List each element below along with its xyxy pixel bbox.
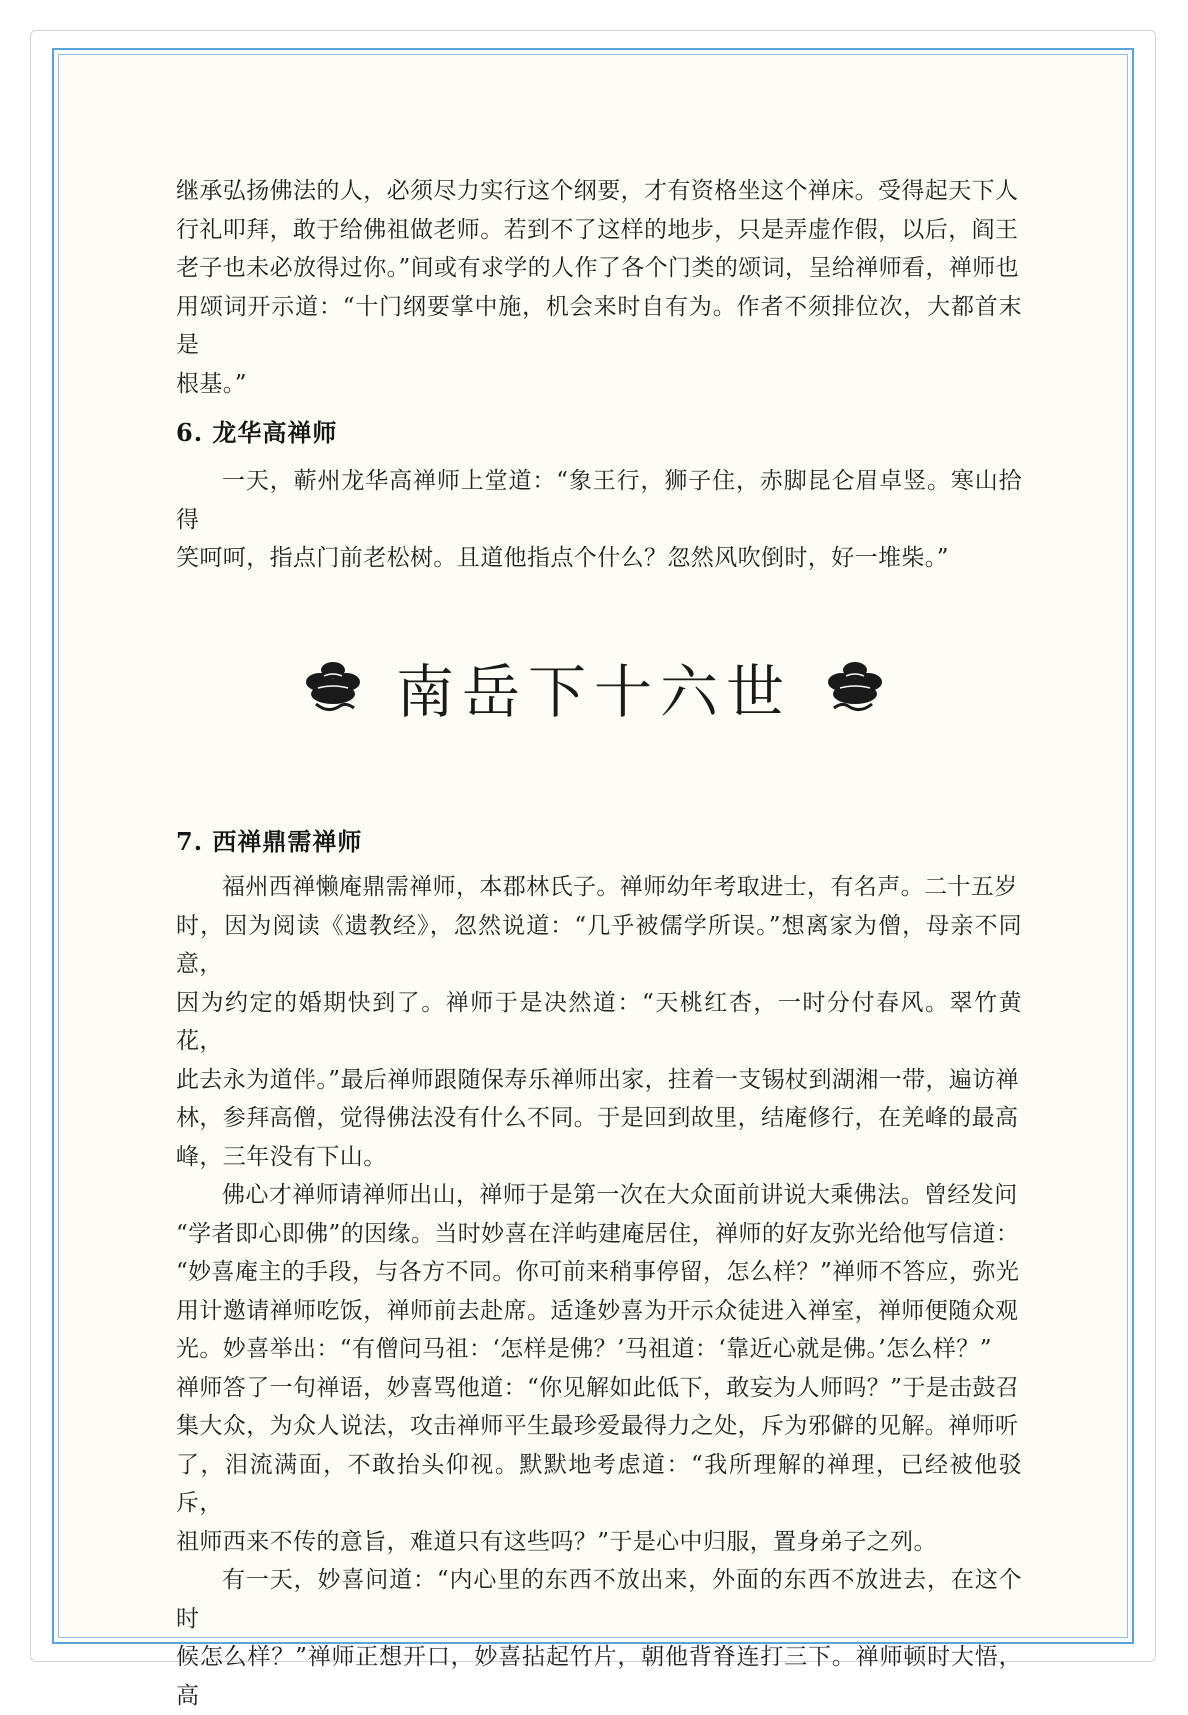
section-7-heading: 7. 西禅鼎需禅师: [176, 827, 363, 856]
section-7-line: 因为约定的婚期快到了。禅师于是决然道：“天桃红杏，一时分付春风。翠竹黄花，: [176, 989, 1022, 1054]
section-7-line: 禅师答了一句禅语，妙喜骂他道：“你见解如此低下，敢妄为人师吗？”于是击鼓召: [176, 1374, 1020, 1401]
intro-line: 老子也未必放得过你。”间或有求学的人作了各个门类的颂词，呈给禅师看，禅师也: [176, 255, 1020, 281]
section-7-line: 候怎么样？”禅师正想开口，妙喜拈起竹片，朝他背脊连打三下。禅师顿时大悟，高: [176, 1644, 1022, 1709]
section-7-line: 用计邀请禅师吃饭，禅师前去赴席。适逢妙喜为开示众徒进入禅室，禅师便随众观: [176, 1297, 1019, 1324]
section-7-line: 有一天，妙喜问道：“内心里的东西不放出来，外面的东西不放进去，在这个时: [176, 1567, 1022, 1632]
cloud-ornament-icon: [820, 652, 890, 722]
intro-paragraph: [176, 172, 1022, 403]
section-6-line: 一天，蕲州龙华高禅师上堂道：“象王行，狮子住，赤脚昆仑眉卓竖。寒山拾得: [176, 468, 1022, 533]
section-7-line: 了，泪流满面，不敢抬头仰视。默默地考虑道：“我所理解的禅理，已经被他驳斥，: [176, 1451, 1022, 1516]
section-7-line: 集大众，为众人说法，攻击禅师平生最珍爱最得力之处，斥为邪僻的见解。禅师听: [176, 1413, 1019, 1439]
section-7-line: 光。妙喜举出：“有僧问马祖：‘怎样是佛？’马祖道：‘靠近心就是佛。’怎么样？”: [176, 1336, 992, 1362]
intro-line: 用颂词开示道：“十门纲要掌中施，机会来时自有为。作者不须排位次，大都首末是: [176, 293, 1022, 358]
section-7-line: 佛心才禅师请禅师出山，禅师于是第一次在大众面前讲说大乘佛法。曾经发问: [222, 1182, 1018, 1208]
era-title-banner: [0, 642, 1188, 732]
intro-line: 行礼叩拜，敢于给佛祖做老师。若到不了这样的地步，只是弄虚作假，以后，阎王: [176, 216, 1019, 243]
section-6-line: 笑呵呵，指点门前老松树。且道他指点个什么？忽然风吹倒时，好一堆柴。”: [176, 545, 949, 571]
era-title-text: 南岳下十六世: [395, 658, 792, 726]
section-7-body: [176, 868, 1022, 1715]
section-7-line: 峰，三年没有下山。: [176, 1143, 387, 1170]
intro-line: 继承弘扬佛法的人，必须尽力实行这个纲要，才有资格坐这个禅床。受得起天下人: [176, 178, 1019, 204]
section-7-line: 林，参拜高僧，觉得佛法没有什么不同。于是回到故里，结庵修行，在羌峰的最高: [176, 1105, 1019, 1131]
section-7-line: 祖师西来不传的意旨，难道只有这些吗？”于是心中归服，置身弟子之列。: [176, 1528, 937, 1555]
section-7-line: 时，因为阅读《遗教经》，忽然说道：“几乎被儒学所误。”想离家为僧，母亲不同意，: [176, 912, 1022, 977]
section-7-line: “妙喜庵主的手段，与各方不同。你可前来稍事停留，怎么样？”禅师不答应，弥光: [176, 1259, 1020, 1285]
section-7-line: 福州西禅懒庵鼎需禅师，本郡林氏子。禅师幼年考取进士，有名声。二十五岁: [222, 874, 1018, 900]
section-6-body: [176, 462, 1022, 578]
section-7-line: 此去永为道伴。”最后禅师跟随保寿乐禅师出家，拄着一支锡杖到湖湘一带，遍访禅: [176, 1066, 1020, 1093]
intro-line: 根基。”: [176, 370, 247, 397]
section-7-line: “学者即心即佛”的因缘。当时妙喜在洋屿建庵居住，禅师的好友弥光给他写信道：: [176, 1220, 1020, 1247]
section-6-heading: 6. 龙华高禅师: [176, 418, 338, 447]
cloud-ornament-icon: [298, 652, 368, 722]
